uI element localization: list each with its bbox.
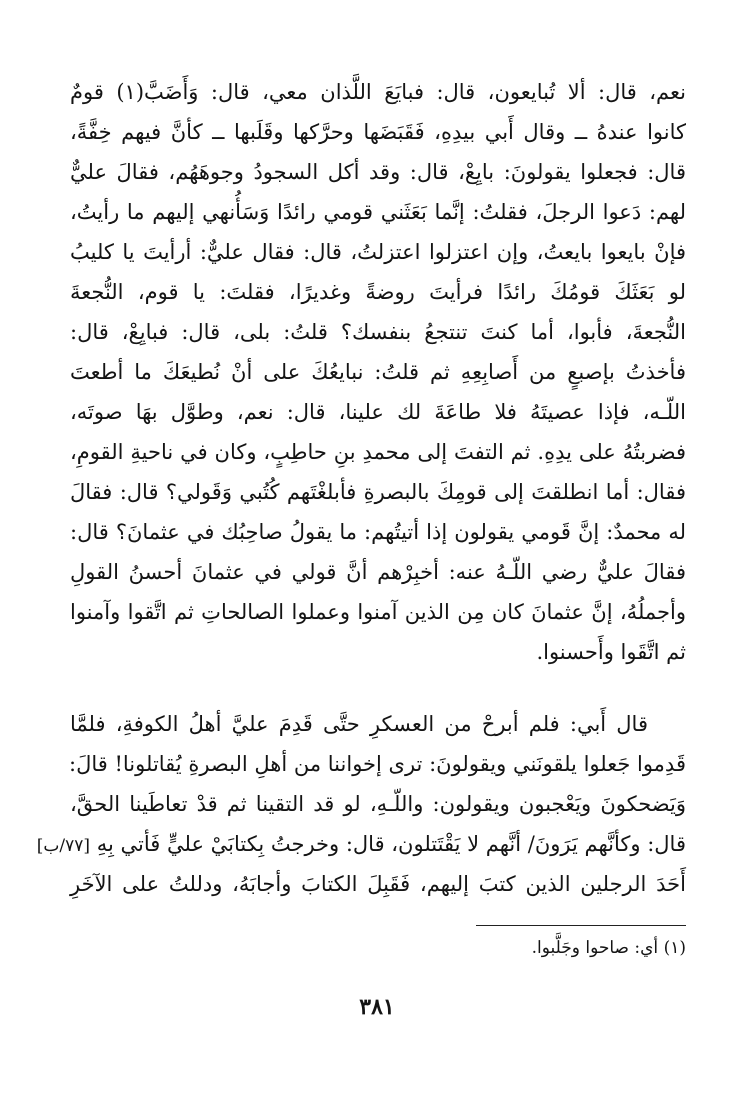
text-line: ثم اتَّقَوا وأَحسنوا. — [536, 640, 686, 664]
text-line: قَدِموا جَعلوا يلقونَني ويقولونَ: ترى إخواننا من أهلِ البصرةِ يُقاتلونا! قالَ: — [69, 752, 686, 776]
text-line: أَحَدَ الرجلين الذين كتبَ إليهم، فَقَبِلَ الكتابَ وأجابَهُ، ودللتُ على الآخَرِ — [70, 872, 686, 896]
text-line: لو بَعَثَكَ قومُكَ رائدًا فرأيتَ روضةً وغديرًا، فقلتَ: يا قوم، النُّجعةَ — [70, 280, 686, 304]
text-line: فقال: أما انطلقتَ إلى قومِكَ بالبصرةِ فأبلغْتَهم كُتُبي وَقَولي؟ قال: فقالَ — [70, 480, 686, 504]
folio-marker: [٧٧/ب] — [36, 836, 91, 856]
text-line: فقالَ عليٌّ رضي اللّـهُ عنه: أخبِرْهم أنَّ قولي في عثمانَ أحسنُ القولِ — [70, 560, 686, 584]
page-number: ٣٨١ — [359, 994, 395, 1020]
text-line: قال: وكأنَّهم يَرَونَ/ أنَّهم لا يَقْتَتلون، قال: وخرجتُ بِكتابَيْ عليٍّ فَأتي بِهِ — [96, 832, 686, 856]
paragraph-2 — [36, 704, 686, 904]
text-line: فإنْ بايعوا بايعتُ، وإن اعتزلوا اعتزلتُ، قال: فقال عليٌّ: أرأيتَ يا كليبُ — [70, 240, 686, 264]
text-line-with-folio — [36, 824, 686, 864]
text-line: النُّجعةَ، فأبوا، أما كنتَ تنتجعُ بنفسك؟ قلتُ: بلى، قال: فبايِعْ، قال: — [70, 320, 686, 344]
text-line: نعم، قال: ألا تُبايعون، قال: فبايَعَ اللَّذان معي، قال: وَأَضَبَّ(١) قومٌ — [70, 80, 686, 104]
text-line: فضربتُهُ على يدِهِ. ثم التفتَ إلى محمدِ بنِ حاطِبٍ، وكان في ناحيةِ القومِ، — [70, 440, 686, 464]
footnote-number: (١) — [663, 938, 686, 958]
footnote — [286, 934, 686, 962]
footnote-divider — [476, 925, 686, 926]
text-line: له محمدٌ: إنَّ قَومي يقولون إذا أتيتُهم: ما يقولُ صاحِبُك في عثمانَ؟ قال: — [70, 520, 686, 544]
text-line: قال أَبي: فلم أبرحْ من العسكرِ حتَّى قَدِمَ عليَّ أهلُ الكوفةِ، فلمَّا — [70, 712, 648, 736]
text-line: وَيَضحكونَ ويَعْجبون ويقولون: واللّـهِ، لو قد التقينا ثم قدْ تعاطَينا الحقَّ، — [70, 792, 686, 816]
text-line: قال: فجعلوا يقولونَ: بايِعْ، قال: وقد أكل السجودُ وجوهَهُم، فقالَ عليٌّ — [70, 160, 686, 184]
text-line: فأخذتُ بإصبعٍ من أَصابِعِهِ ثم قلتُ: نبايعُكَ على أنْ نُطيعَكَ ما أطعتَ — [70, 360, 686, 384]
text-line: لهم: دَعوا الرجلَ، فقلتُ: إنَّما بَعَثَني قومي رائدًا وَسَأُنهي إليهم ما رأيتُ، — [70, 200, 686, 224]
text-line: كانوا عندهُ ــ وقال أَبي بيدِهِ، فَقَبَضَها وحرَّكها وقَلَبها ــ كأنَّ فيهم خِفَّةً، — [70, 120, 686, 144]
text-line: وأجملُهُ، إنَّ عثمانَ كان مِن الذين آمنوا وعملوا الصالحاتِ ثم اتَّقوا وآمنوا — [70, 600, 686, 624]
paragraph-1 — [70, 72, 686, 672]
footnote-text: أي: صاحوا وجَلَّبوا. — [531, 938, 659, 958]
text-line: اللّـه، فإذا عصيتَهُ فلا طاعَةَ لك علينا، قال: نعم، وطوَّل بهَا صوتَه، — [70, 400, 686, 424]
